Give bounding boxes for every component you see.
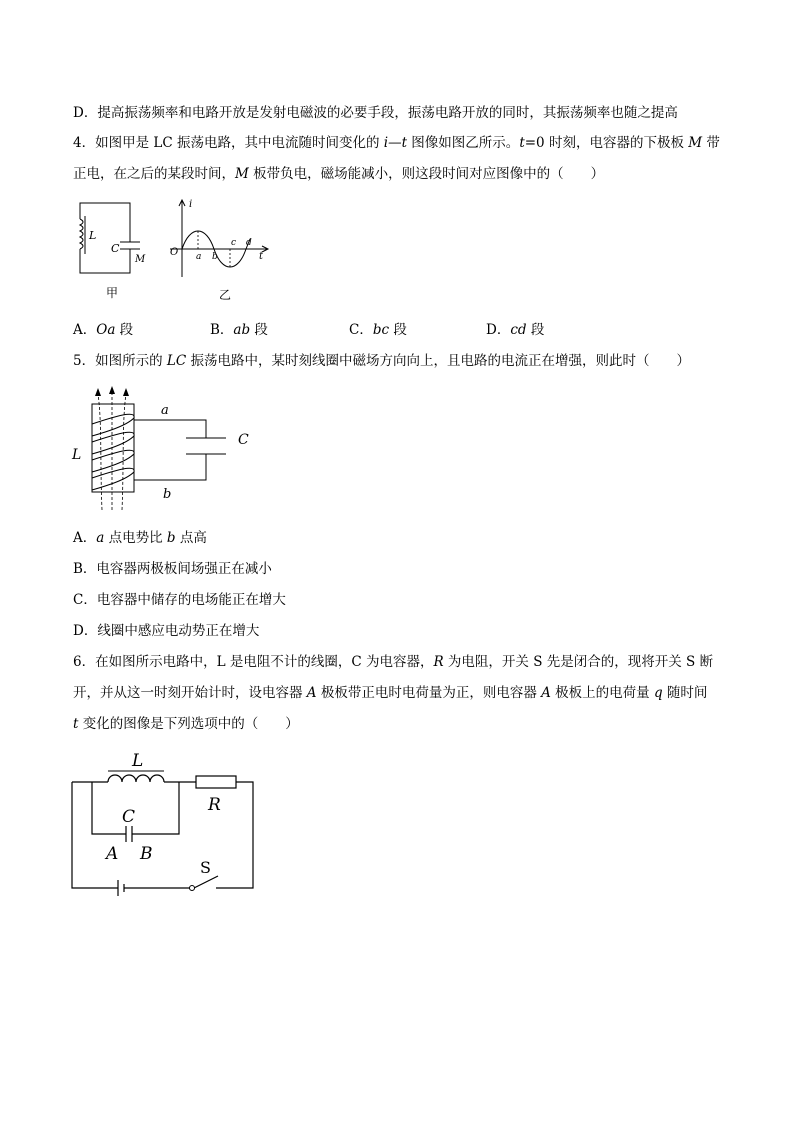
q5-label-b: b (163, 487, 172, 502)
yi-label-a: a (196, 252, 202, 262)
q6-stem-line2: 开，并从这一时刻开始计时，设电容器 A 极板带正电时电荷量为正，则电容器 A 极板上的电荷量 q 随时间 (73, 685, 708, 701)
q5-label-a: a (161, 403, 169, 418)
yi-label-o: O (170, 247, 179, 258)
q4-option-b: B．ab 段 (210, 322, 268, 338)
q5-option-b: B．电容器两极板间场强正在减小 (73, 561, 272, 577)
q5-stem: 5．如图所示的 LC 振荡电路中，某时刻线圈中磁场方向向上，且电路的电流正在增强，则此时（ ） (73, 353, 690, 369)
q5-option-a: A．a 点电势比 b 点高 (73, 530, 207, 546)
q6-label-c: C (122, 807, 136, 827)
yi-label-d: d (246, 238, 252, 248)
q6-label-b: B (140, 844, 153, 864)
jia-caption: 甲 (106, 286, 119, 300)
q6-label-r: R (208, 795, 221, 815)
yi-label-i: i (189, 199, 193, 210)
q4-figure-yi (168, 195, 278, 307)
q5-figure (66, 382, 266, 517)
q4-option-d: D．cd 段 (486, 322, 545, 338)
q5-option-c: C．电容器中储存的电场能正在增大 (73, 592, 286, 608)
q5-label-c: C (238, 432, 249, 448)
q6-stem-line1: 6．在如图所示电路中，L 是电阻不计的线圈，C 为电容器，R 为电阻，开关 S 先是闭合的，现将开关 S 断 (73, 654, 714, 670)
q6-label-a: A (106, 844, 119, 864)
yi-label-t: t (259, 251, 264, 262)
q4-stem-line2: 正电，在之后的某段时间，M 板带负电，磁场能减小，则这段时间对应图像中的（ ） (73, 166, 605, 182)
q4-option-c: C．bc 段 (349, 322, 407, 338)
jia-label-m: M (135, 254, 146, 265)
q6-label-s: S (200, 858, 211, 877)
yi-caption: 乙 (219, 288, 232, 302)
q4-stem-line1: 4．如图甲是 LC 振荡电路，其中电流随时间变化的 i—t 图像如图乙所示。t=0 时刻，电容器的下极板 M 带 (73, 135, 720, 151)
yi-label-c: c (231, 238, 237, 248)
q5-option-d: D．线圈中感应电动势正在增大 (73, 623, 260, 639)
q6-stem-line3: t 变化的图像是下列选项中的（ ） (73, 716, 299, 732)
q5-label-l: L (72, 447, 82, 463)
jia-label-c: C (111, 242, 120, 255)
q4-figure-jia (70, 198, 150, 308)
yi-label-b: b (212, 252, 218, 262)
q6-label-l: L (132, 751, 144, 771)
q4-option-a: A．Oa 段 (73, 322, 134, 338)
jia-label-l: L (89, 229, 97, 242)
q3-option-d: D．提高振荡频率和电路开放是发射电磁波的必要手段，振荡电路开放的同时，其振荡频率也随之提高 (73, 105, 678, 121)
q6-figure (66, 742, 266, 902)
